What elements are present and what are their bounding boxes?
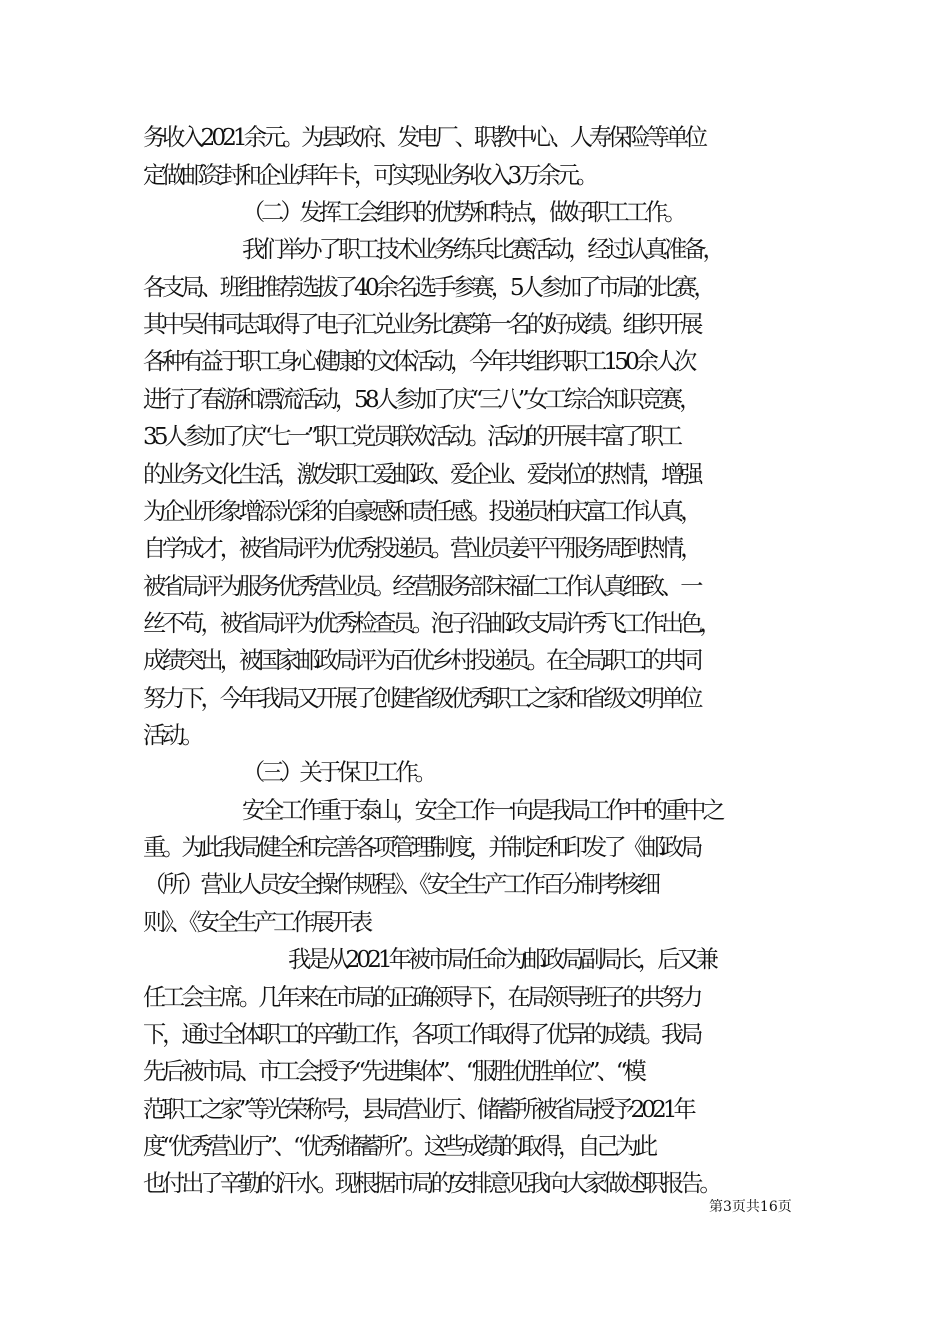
text-line: 下，通过全体职工的辛勤工作，各项工作取得了优异的成绩。我局 <box>143 1021 700 1048</box>
text-line: 任工会主席。几年来在市局的正确领导下，在局领导班子的共努力 <box>143 984 700 1011</box>
text-line: 被省局评为服务优秀营业员。经营服务部宋福仁工作认真细致、一 <box>143 573 700 600</box>
text-line: 先后被市局、市工会授予“先进集体”、“服胜优胜单位”、“模 <box>143 1058 643 1085</box>
section-heading: （二）发挥工会组织的优势和特点，做好职工工作。 <box>242 199 684 226</box>
text-line: 安全工作重于泰山，安全工作一向是我局工作中的重中之 <box>242 797 722 824</box>
text-line: 各支局、班组推荐选拔了40余名选手参赛，5人参加了市局的比赛， <box>143 274 713 301</box>
text-line: 进行了春游和漂流活动，58人参加了庆“三八”女工综合知识竞赛， <box>143 386 699 413</box>
text-line: 度“优秀营业厅”、“优秀储蓄所”。这些成绩的取得，自己为此 <box>143 1133 655 1160</box>
text-line: 活动。 <box>143 722 201 749</box>
text-line: 则》、《安全生产工作展开表 <box>143 909 370 936</box>
page-number-footer: 第3页共16页 <box>709 1199 792 1215</box>
text-line: 35人参加了庆“七一”职工党员联欢活动。活动的开展丰富了职工 <box>143 423 680 450</box>
text-line: 也付出了辛勤的汗水。现根据市局的安排意见我向大家做述职报告。 <box>143 1170 719 1197</box>
text-line: 我是从2021年被市局任命为邮政局副局长，后又兼 <box>288 946 715 973</box>
text-line: 成绩突出，被国家邮政局评为百优乡村投递员。在全局职工的共同 <box>143 647 700 674</box>
text-line: 范职工之家”等光荣称号，县局营业厅、储蓄所被省局授予2021年 <box>143 1096 693 1123</box>
text-line: 其中吴伟同志取得了电子汇兑业务比赛第一名的好成绩。组织开展 <box>143 311 700 338</box>
section-heading: （三）关于保卫工作。 <box>242 759 434 786</box>
text-line: 重。为此我局健全和完善各项管理制度，并制定和印发了《邮政局 <box>143 834 700 861</box>
text-line: 务收入2021余元。为县政府、发电厂、职教中心、人寿保险等单位 <box>143 124 705 151</box>
text-line: 丝不苟，被省局评为优秀检查员。泡子沿邮政支局许秀飞工作出色， <box>143 610 719 637</box>
text-line: 我们举办了职工技术业务练兵比赛活动，经过认真准备， <box>242 236 722 263</box>
text-line: （所）营业人员安全操作规程》、《安全生产工作百分制考核细 <box>143 871 658 898</box>
text-line: 自学成才，被省局评为优秀投递员。营业员姜平平服务周到热情， <box>143 535 700 562</box>
text-line: 的业务文化生活，激发职工爱邮政、爱企业、爱岗位的热情，增强 <box>143 461 700 488</box>
text-line: 为企业形象增添光彩的自豪感和责任感。投递员柏庆富工作认真， <box>143 498 700 525</box>
text-line: 各种有益于职工身心健康的文体活动，今年共组织职工150余人次 <box>143 348 694 375</box>
text-line: 努力下，今年我局又开展了创建省级优秀职工之家和省级文明单位 <box>143 685 700 712</box>
text-line: 定做邮资封和企业拜年卡，可实现业务收入3万余元。 <box>143 162 596 189</box>
